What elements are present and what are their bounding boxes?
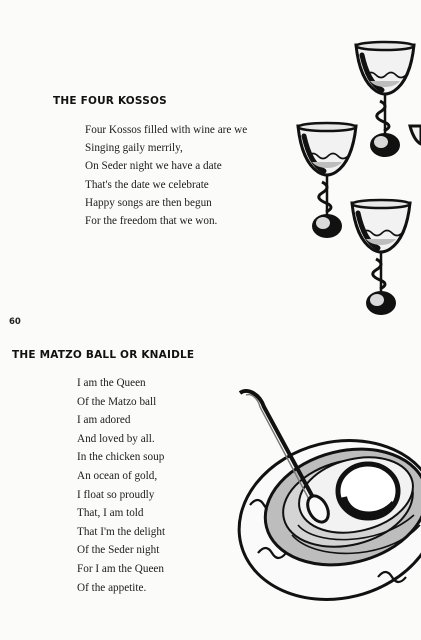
poem-line: I am adored xyxy=(77,414,131,427)
poem-title-matzo-ball: THE MATZO BALL OR KNAIDLE xyxy=(12,349,195,361)
poem-matzo-ball xyxy=(77,374,165,597)
wine-glass-icon xyxy=(356,42,414,157)
poem-line: I float so proudly xyxy=(77,488,155,501)
poem-line: Singing gaily merrily, xyxy=(85,142,183,155)
matzo-ball-soup-icon xyxy=(228,385,421,610)
poem-line: For I am the Queen xyxy=(77,562,164,575)
poem-line: For the freedom that we won. xyxy=(85,215,218,228)
poem-line: And loved by all. xyxy=(77,432,155,445)
poem-line: On Seder night we have a date xyxy=(85,160,222,173)
poem-line: That's the date we celebrate xyxy=(85,178,209,191)
poem-line: Happy songs are then begun xyxy=(85,196,212,209)
wine-glass-icon xyxy=(352,200,410,315)
poem-line: Of the Seder night xyxy=(77,544,160,557)
wine-glass-partial-icon xyxy=(410,126,421,144)
poem-line: Of the Matzo ball xyxy=(77,395,157,408)
wine-glasses-icon xyxy=(290,38,421,323)
poem-title-four-kossos: THE FOUR KOSSOS xyxy=(53,95,167,107)
poem-four-kossos xyxy=(85,121,247,230)
poem-line: In the chicken soup xyxy=(77,451,165,464)
poem-line: I am the Queen xyxy=(77,377,146,389)
poem-line: Of the appetite. xyxy=(77,581,147,594)
poem-line: Four Kossos filled with wine are we xyxy=(85,124,248,136)
page-number: 60 xyxy=(9,317,21,327)
poem-line: That I'm the delight xyxy=(77,525,166,538)
poem-line: An ocean of gold, xyxy=(77,469,158,482)
wine-glass-icon xyxy=(298,123,356,238)
poem-line: That, I am told xyxy=(77,507,144,520)
